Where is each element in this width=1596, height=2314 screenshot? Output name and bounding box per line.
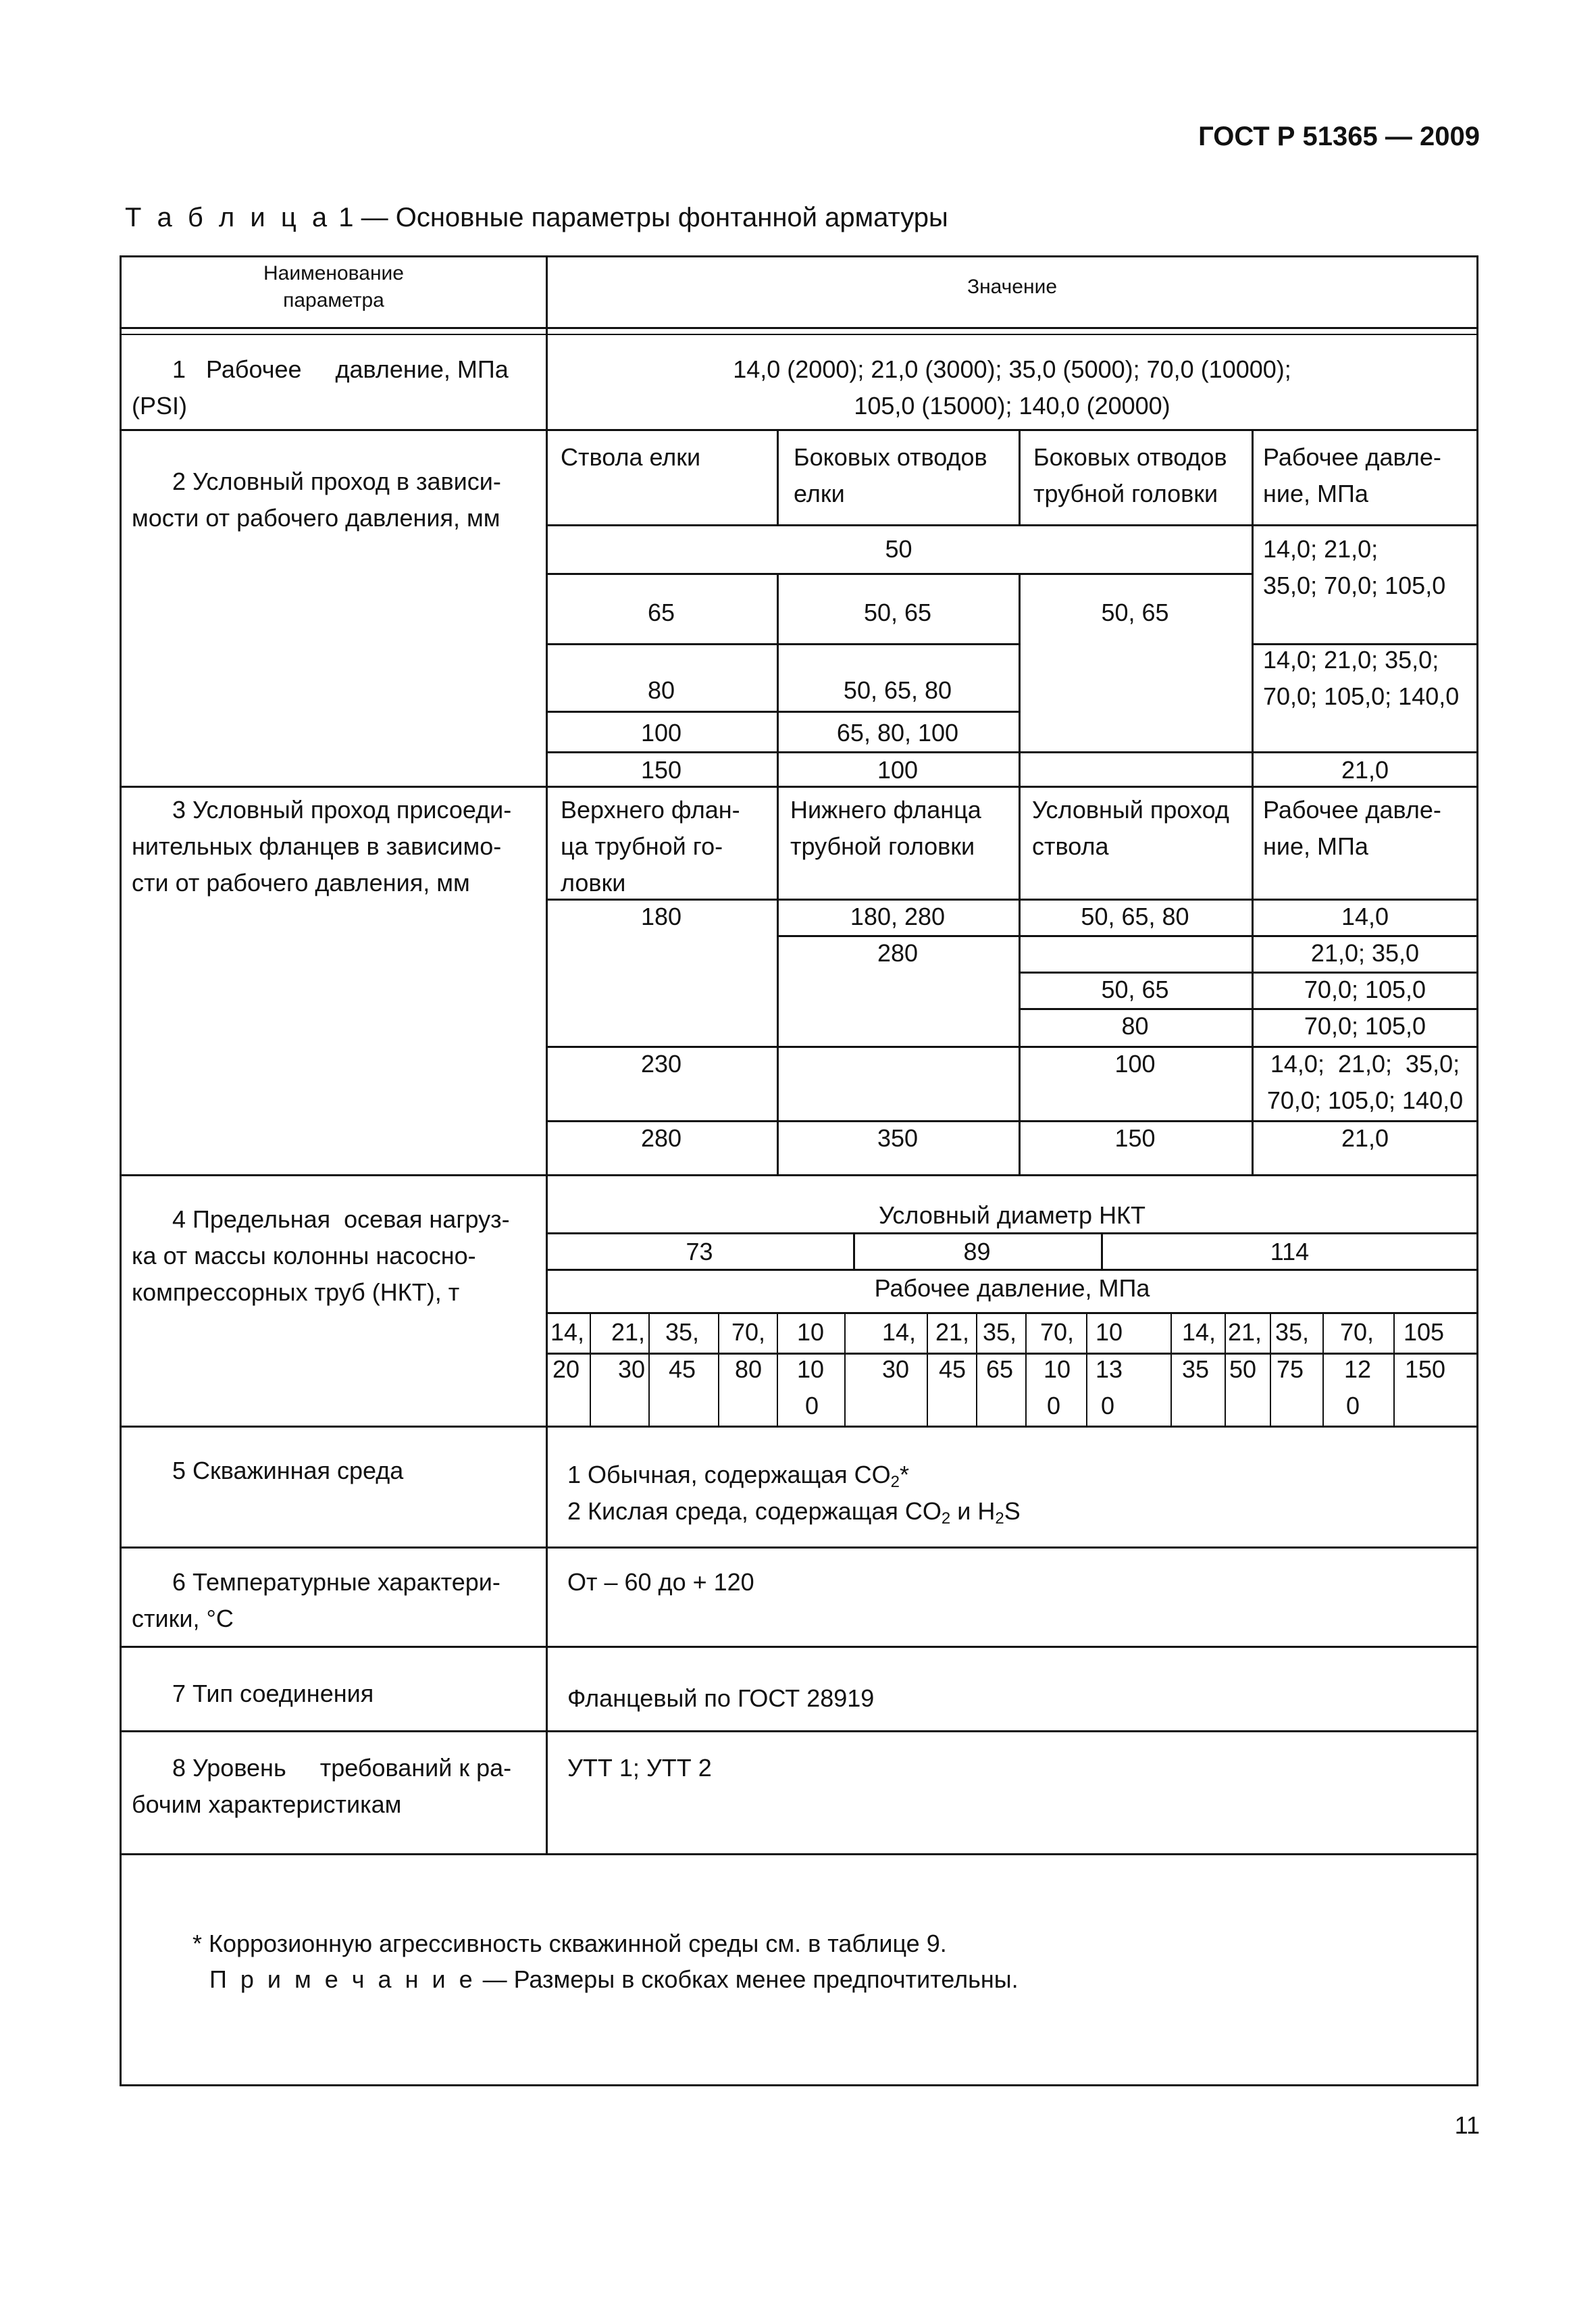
row3-pressure-2: 21,0; 35,0: [1310, 939, 1420, 967]
grid-line: [1393, 1312, 1395, 1426]
name-line: 1 Рабочее давление, МПа: [172, 355, 509, 383]
row3-pressure-5: [1252, 1046, 1478, 1119]
row4-load-cell: 45: [669, 1355, 696, 1383]
row4-load-cell: 35: [1182, 1355, 1210, 1383]
grid-line: [718, 1312, 719, 1426]
value-line: 14,0 (2000); 21,0 (3000); 35,0 (5000); 70,0 (10000);: [733, 355, 1291, 383]
row3-pressure-6: 21,0: [1341, 1124, 1389, 1152]
medium-text: 2 Кислая среда, содержащая CO: [567, 1497, 942, 1525]
row3-value-180-280: 180, 280: [850, 903, 946, 930]
col-line: ние, МПа: [1263, 480, 1368, 507]
grid-line: [120, 1426, 1478, 1428]
row3-col-pressure: [1263, 792, 1441, 865]
grid-line: [1019, 429, 1021, 524]
row3-value-50-65-80: 50, 65, 80: [1081, 903, 1189, 930]
row4-load-cell: 50: [1229, 1355, 1257, 1383]
grid-line: [1322, 1312, 1324, 1426]
grid-line: [546, 643, 1019, 645]
grid-line: [120, 1730, 1478, 1732]
row3-value-350: 350: [877, 1124, 919, 1152]
row7-value: Фланцевый по ГОСТ 28919: [567, 1684, 875, 1712]
row4-load-cell: 80: [735, 1355, 763, 1383]
note-label: П р и м е ч а н и е: [209, 1965, 476, 1993]
row5-medium-normal: [567, 1457, 909, 1493]
row3-col-lower-flange: [790, 792, 981, 865]
footnote: * Коррозионную агрессивность скважинной среды см. в таблице 9.: [192, 1930, 947, 1957]
row4-pressure-cell: 10: [1096, 1318, 1123, 1346]
row4-load-cell: 30: [882, 1355, 910, 1383]
row3-value-280-upper: 280: [640, 1124, 682, 1152]
col-line: Боковых отводов: [1033, 443, 1227, 471]
table-note: [209, 1961, 1019, 1998]
row2-value-65-head: 50, 65: [1101, 599, 1169, 626]
grid-line: [546, 711, 1019, 713]
row1-name-line2: (PSI): [132, 392, 188, 420]
pressure-line: 14,0; 21,0; 35,0;: [1263, 646, 1439, 674]
grid-line: [1086, 1312, 1087, 1426]
row1-name: [172, 351, 530, 388]
row5-name: 5 Скважинная среда: [172, 1457, 404, 1484]
grid-line: [1270, 1312, 1271, 1426]
row2-pressure-group2: [1263, 642, 1459, 715]
row4-load-cell: 0: [1101, 1392, 1115, 1419]
row2-pressure-group3: 21,0: [1341, 756, 1389, 784]
grid-line: [927, 1312, 928, 1426]
pressure-line: 14,0; 21,0; 35,0;: [1270, 1050, 1460, 1078]
grid-line: [777, 786, 779, 1174]
row3-value-50-65: 50, 65: [1101, 976, 1169, 1003]
row6-name-line1: 6 Температурные характери-: [172, 1568, 500, 1596]
header-param-name: [122, 260, 546, 314]
subscript: 2: [890, 1473, 900, 1491]
grid-line: [546, 573, 1252, 575]
value-line: 105,0 (15000); 140,0 (20000): [854, 392, 1170, 420]
row3-value-150: 150: [1114, 1124, 1156, 1152]
row4-load-cell: 20: [552, 1355, 580, 1383]
row2-value-80-side: 50, 65, 80: [843, 676, 952, 704]
col-line: ца трубной го-: [561, 832, 723, 860]
col-line: Верхнего флан-: [561, 796, 740, 824]
note-text: — Размеры в скобках менее предпочтительны.: [475, 1965, 1019, 1993]
row4-load-cell: 45: [939, 1355, 967, 1383]
row4-load-cell: 12: [1344, 1355, 1372, 1383]
grid-line: [1170, 1312, 1172, 1426]
row4-load-cell: 13: [1096, 1355, 1123, 1383]
row2-pressure-group1: [1263, 531, 1445, 604]
row2-col-pressure: [1263, 439, 1441, 512]
row4-pressure-cell: 21,: [1228, 1318, 1262, 1346]
row4-load-cell: 0: [1346, 1392, 1360, 1419]
grid-line: [590, 1312, 591, 1426]
row8-name-line2: бочим характеристикам: [132, 1790, 402, 1818]
row4-pressure-cell: 70,: [1040, 1318, 1075, 1346]
grid-line: [1252, 429, 1254, 786]
row2-value-100: 100: [640, 719, 682, 747]
col-line: Условный проход: [1032, 796, 1229, 824]
grid-line: [844, 1312, 846, 1426]
row2-value-50: 50: [885, 535, 912, 563]
row4-name-line1: 4 Предельная осевая нагруз-: [172, 1205, 510, 1233]
row4-load-cell: 30: [618, 1355, 646, 1383]
row3-col-upper-flange: [561, 792, 740, 901]
pressure-line: 14,0; 21,0;: [1263, 535, 1379, 563]
caption-prefix: Т а б л и ц а: [125, 203, 332, 232]
col-line: Боковых отводов: [794, 443, 987, 471]
pressure-line: 35,0; 70,0; 105,0: [1263, 572, 1446, 599]
header-line: Наименование: [263, 262, 404, 284]
row7-name: 7 Тип соединения: [172, 1680, 374, 1707]
row3-value-180: 180: [640, 903, 682, 930]
col-line: ловки: [561, 869, 626, 897]
row4-load-cell: 65: [986, 1355, 1014, 1383]
row4-pressure-label: Рабочее давление, МПа: [874, 1274, 1150, 1302]
row5-medium-acid: [567, 1493, 1021, 1530]
header-value: Значение: [967, 276, 1058, 298]
row3-pressure-3: 70,0; 105,0: [1304, 976, 1426, 1003]
row2-value-65-side: 50, 65: [863, 599, 932, 626]
row4-pressure-cell: 14,: [550, 1318, 585, 1346]
header-line: параметра: [283, 289, 384, 311]
row1-value: [546, 351, 1478, 424]
medium-text: 1 Обычная, содержащая CO: [567, 1461, 891, 1488]
pressure-line: 70,0; 105,0; 140,0: [1266, 1086, 1464, 1114]
row4-load-cell: 10: [1044, 1355, 1071, 1383]
row4-diameter-73: 73: [686, 1238, 713, 1265]
table-caption: [125, 203, 948, 233]
col-line: ние, МПа: [1263, 832, 1368, 860]
col-line: Рабочее давле-: [1263, 443, 1441, 471]
grid-line: [1025, 1312, 1027, 1426]
page-number: 11: [1454, 2111, 1480, 2139]
row4-pressure-cell: 10: [797, 1318, 825, 1346]
row4-diameter-label: Условный диаметр НКТ: [878, 1201, 1146, 1229]
row4-pressure-cell: 35,: [1275, 1318, 1310, 1346]
row3-name-line2: нительных фланцев в зависимо-: [132, 832, 502, 860]
row2-value-80: 80: [647, 676, 675, 704]
row3-value-280: 280: [877, 939, 919, 967]
row4-load-cell: 150: [1405, 1355, 1446, 1383]
row6-name-line2: стики, °С: [132, 1605, 234, 1632]
row3-value-80: 80: [1121, 1012, 1149, 1040]
row4-pressure-cell: 21,: [935, 1318, 970, 1346]
row2-col-side-tree: [794, 439, 987, 512]
grid-line: [976, 1312, 977, 1426]
col-line: ствола: [1032, 832, 1109, 860]
row3-name-line1: 3 Условный проход присоеди-: [172, 796, 512, 824]
col-line: елки: [794, 480, 845, 507]
row3-pressure-4: 70,0; 105,0: [1304, 1012, 1426, 1040]
row4-pressure-cell: 70,: [1340, 1318, 1374, 1346]
row4-diameter-89: 89: [963, 1238, 991, 1265]
row4-pressure-cell: 14,: [882, 1318, 917, 1346]
row2-value-65: 65: [647, 599, 675, 626]
grid-line: [120, 1546, 1478, 1549]
col-line: трубной головки: [1033, 480, 1218, 507]
row8-name-line1: 8 Уровень требований к ра-: [172, 1754, 512, 1782]
row4-name-line3: компрессорных труб (НКТ), т: [132, 1278, 460, 1306]
row2-value-100-side: 65, 80, 100: [836, 719, 959, 747]
grid-line: [120, 334, 1478, 335]
pressure-line: 70,0; 105,0; 140,0: [1263, 682, 1460, 710]
subscript: 2: [995, 1509, 1004, 1528]
row4-pressure-cell: 35,: [983, 1318, 1017, 1346]
document-number: ГОСТ Р 51365 — 2009: [1198, 122, 1480, 151]
row3-pressure-1: 14,0: [1341, 903, 1389, 930]
col-line: Ствола елки: [561, 443, 701, 471]
row4-pressure-cell: 35,: [665, 1318, 700, 1346]
caption-text: — Основные параметры фонтанной арматуры: [361, 203, 948, 232]
row4-name-line2: ка от массы колонны насосно-: [132, 1242, 476, 1269]
grid-line: [777, 429, 779, 524]
row3-value-100: 100: [1114, 1050, 1156, 1078]
subscript: 2: [941, 1509, 951, 1528]
grid-line: [648, 1312, 650, 1426]
row4-pressure-cell: 105: [1404, 1318, 1445, 1346]
medium-text: и H: [950, 1497, 996, 1525]
col-line: Рабочее давле-: [1263, 796, 1441, 824]
medium-text: S: [1004, 1497, 1021, 1525]
row2-value-150: 150: [640, 756, 682, 784]
row2-col-side-head: [1033, 439, 1227, 512]
grid-line: [120, 1853, 1478, 1855]
row4-pressure-cell: 21,: [611, 1318, 646, 1346]
row4-diameter-114: 114: [1270, 1238, 1310, 1265]
row8-value: УТТ 1; УТТ 2: [567, 1754, 712, 1782]
row2-col-stem: [561, 439, 700, 476]
row3-col-stem-bore: [1032, 792, 1229, 865]
row3-value-230: 230: [640, 1050, 682, 1078]
grid-line: [1225, 1312, 1226, 1426]
col-line: Нижнего фланца: [790, 796, 981, 824]
row2-name-line2: мости от рабочего давления, мм: [132, 504, 500, 532]
grid-line: [777, 1312, 778, 1426]
grid-line: [120, 327, 1478, 329]
grid-line: [120, 1174, 1478, 1176]
row2-name-line1: 2 Условный проход в зависи-: [172, 468, 501, 495]
row3-name-line3: сти от рабочего давления, мм: [132, 869, 470, 897]
row4-load-cell: 10: [797, 1355, 825, 1383]
footnote-mark: *: [899, 1461, 909, 1488]
row4-load-cell: 75: [1277, 1355, 1304, 1383]
row6-value: От – 60 до + 120: [567, 1568, 754, 1596]
grid-line: [546, 524, 1478, 526]
row4-load-cell: 0: [1047, 1392, 1061, 1419]
caption-number: 1: [338, 203, 354, 232]
grid-line: [120, 429, 1478, 431]
row2-value-150-side: 100: [877, 756, 919, 784]
row4-load-cell: 0: [805, 1392, 819, 1419]
col-line: трубной головки: [790, 832, 975, 860]
row4-pressure-cell: 70,: [731, 1318, 766, 1346]
row4-pressure-cell: 14,: [1182, 1318, 1216, 1346]
grid-line: [120, 1646, 1478, 1648]
